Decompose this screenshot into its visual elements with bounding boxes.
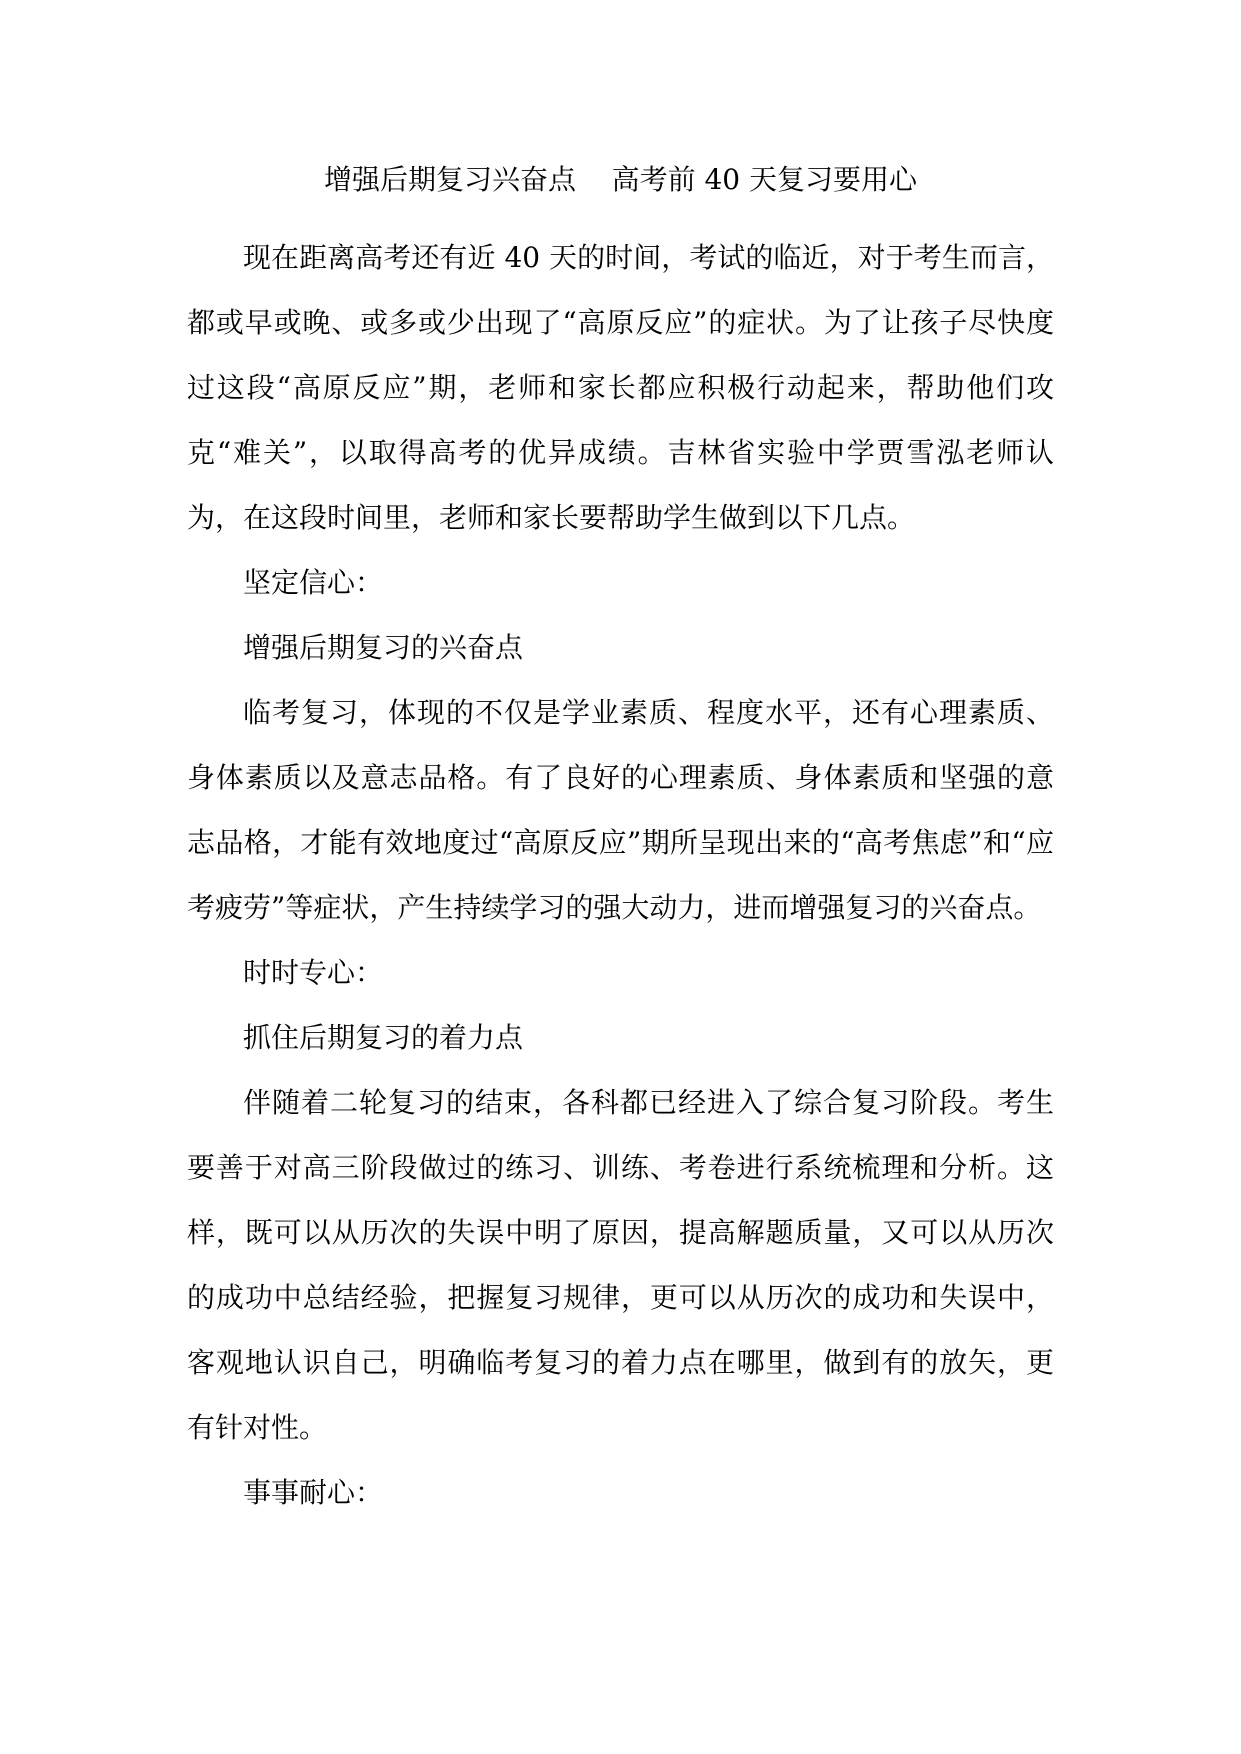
section-heading-patience: 事事耐心： [243,1476,384,1509]
section-heading-focus: 时时专心： [243,956,384,989]
document-body [187,225,1054,1525]
section-heading-confidence: 坚定信心： [243,566,384,599]
intro-paragraph: 现在距离高考还有近 40 天的时间，考试的临近，对于考生而言，都或早或晚、或多或少出现了“高原反应”的症状。为了让孩子尽快度过这段“高原反应”期，老师和家长都应积极行动起来，帮助他们攻克“难关”，以取得高考的优异成绩。吉林省实验中学贾雪泓老师认为，在这段时间里，老师和家长要帮助学生做到以下几点。 [187,241,1054,534]
section-paragraph-focus: 伴随着二轮复习的结束，各科都已经进入了综合复习阶段。考生要善于对高三阶段做过的练习、训练、考卷进行系统梳理和分析。这样，既可以从历次的失误中明了原因，提高解题质量，又可以从历次的成功中总结经验，把握复习规律，更可以从历次的成功和失误中，客观地认识自己，明确临考复习的着力点在哪里，做到有的放矢，更有针对性。 [187,1086,1054,1444]
section-subheading-focus-point: 抓住后期复习的着力点 [243,1021,524,1054]
section-subheading-excitement: 增强后期复习的兴奋点 [243,631,524,664]
section-paragraph-excitement: 临考复习，体现的不仅是学业素质、程度水平，还有心理素质、身体素质以及意志品格。有了良好的心理素质、身体素质和坚强的意志品格，才能有效地度过“高原反应”期所呈现出来的“高考焦虑”和“应考疲劳”等症状，产生持续学习的强大动力，进而增强复习的兴奋点。 [187,696,1054,924]
document-title: 增强后期复习兴奋点 高考前 40 天复习要用心 [323,163,918,196]
